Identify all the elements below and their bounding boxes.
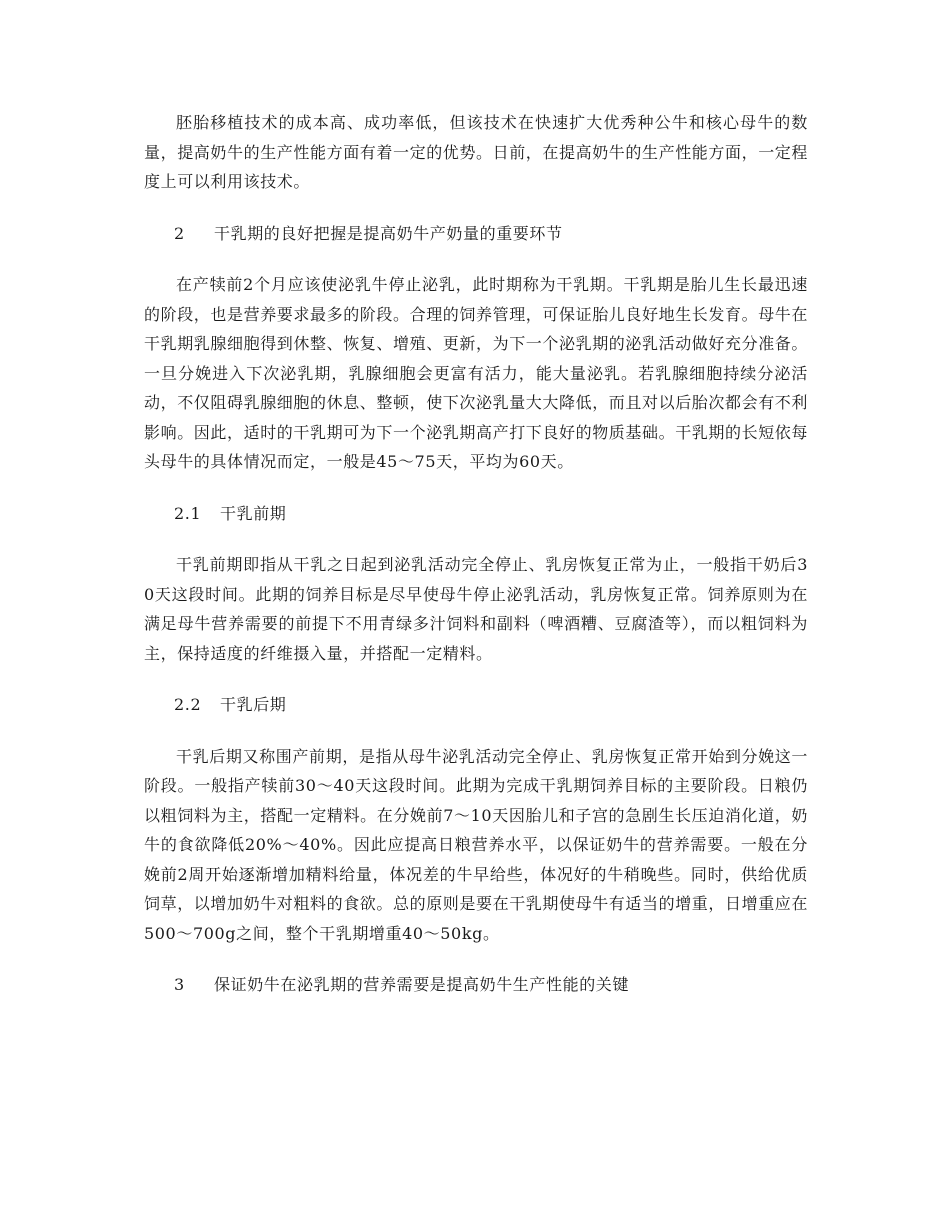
section-title: 保证奶牛在泌乳期的营养需要是提高奶牛生产性能的关键 [214, 975, 630, 994]
section-title: 干乳前期 [220, 503, 287, 523]
section-title: 干乳后期 [220, 695, 287, 714]
section-heading-2-1 [144, 499, 808, 529]
paragraph-dry-period-intro: 在产犊前2个月应该使泌乳牛停止泌乳，此时期称为干乳期。干乳期是胎儿生长最迅速的阶段，也是营养要求最多的阶段。合理的饲养管理，可保证胎儿良好地生长发育。母牛在干乳期乳腺细胞得到休整、恢复、增殖、更新，为下一个泌乳期的泌乳活动做好充分准备。一旦分娩进入下次泌乳期，乳腺细胞会更富有活力，能大量泌乳。若乳腺细胞持续分泌活动，不仅阻碍乳腺细胞的休息、整顿，使下次泌乳量大大降低，而且对以后胎次都会有不利影响。因此，适时的干乳期可为下一个泌乳期高产打下良好的物质基础。干乳期的长短依每头母牛的具体情况而定，一般是45～75天，平均为60天。 [144, 275, 809, 471]
section-title: 干乳期的良好把握是提高奶牛产奶量的重要环节 [214, 223, 563, 243]
section-number: 2 [174, 223, 185, 243]
section-number: 2.1 [174, 503, 202, 523]
section-heading-2-2 [144, 690, 808, 720]
paragraph-early-dry-period: 干乳前期即指从干乳之日起到泌乳活动完全停止、乳房恢复正常为止，一般指干奶后30天这段时间。此期的饲养目标是尽早使母牛停止泌乳活动，乳房恢复正常。饲养原则为在满足母牛营养需要的前提下不用青绿多汁饲料和副料（啤酒糟、豆腐渣等），而以粗饲料为主，保持适度的纤维摄入量，并搭配一定精料。 [144, 555, 808, 663]
section-number: 3 [174, 975, 185, 994]
section-number: 2.2 [174, 695, 202, 714]
section-heading-3 [144, 970, 808, 1000]
document-body [144, 108, 808, 1022]
paragraph-late-dry-period: 干乳后期又称围产前期，是指从母牛泌乳活动完全停止、乳房恢复正常开始到分娩这一阶段。一般指产犊前30～40天这段时间。此期为完成干乳期饲养目标的主要阶段。日粮仍以粗饲料为主，搭配一定精料。在分娩前7～10天因胎儿和子宫的急剧生长压迫消化道，奶牛的食欲降低20%～40%。因此应提高日粮营养水平，以保证奶牛的营养需要。一般在分娩前2周开始逐渐增加精料给量，体况差的牛早给些，体况好的牛稍晚些。同时，供给优质饲草，以增加奶牛对粗料的食欲。总的原则是要在干乳期使母牛有适当的增重，日增重应在500～700g之间，整个干乳期增重40～50kg。 [144, 746, 809, 943]
section-heading-2 [144, 219, 808, 249]
paragraph-embryo-transfer: 胚胎移植技术的成本高、成功率低，但该技术在快速扩大优秀种公牛和核心母牛的数量，提高奶牛的生产性能方面有着一定的优势。日前，在提高奶牛的生产性能方面，一定程度上可以利用该技术。 [144, 113, 809, 191]
